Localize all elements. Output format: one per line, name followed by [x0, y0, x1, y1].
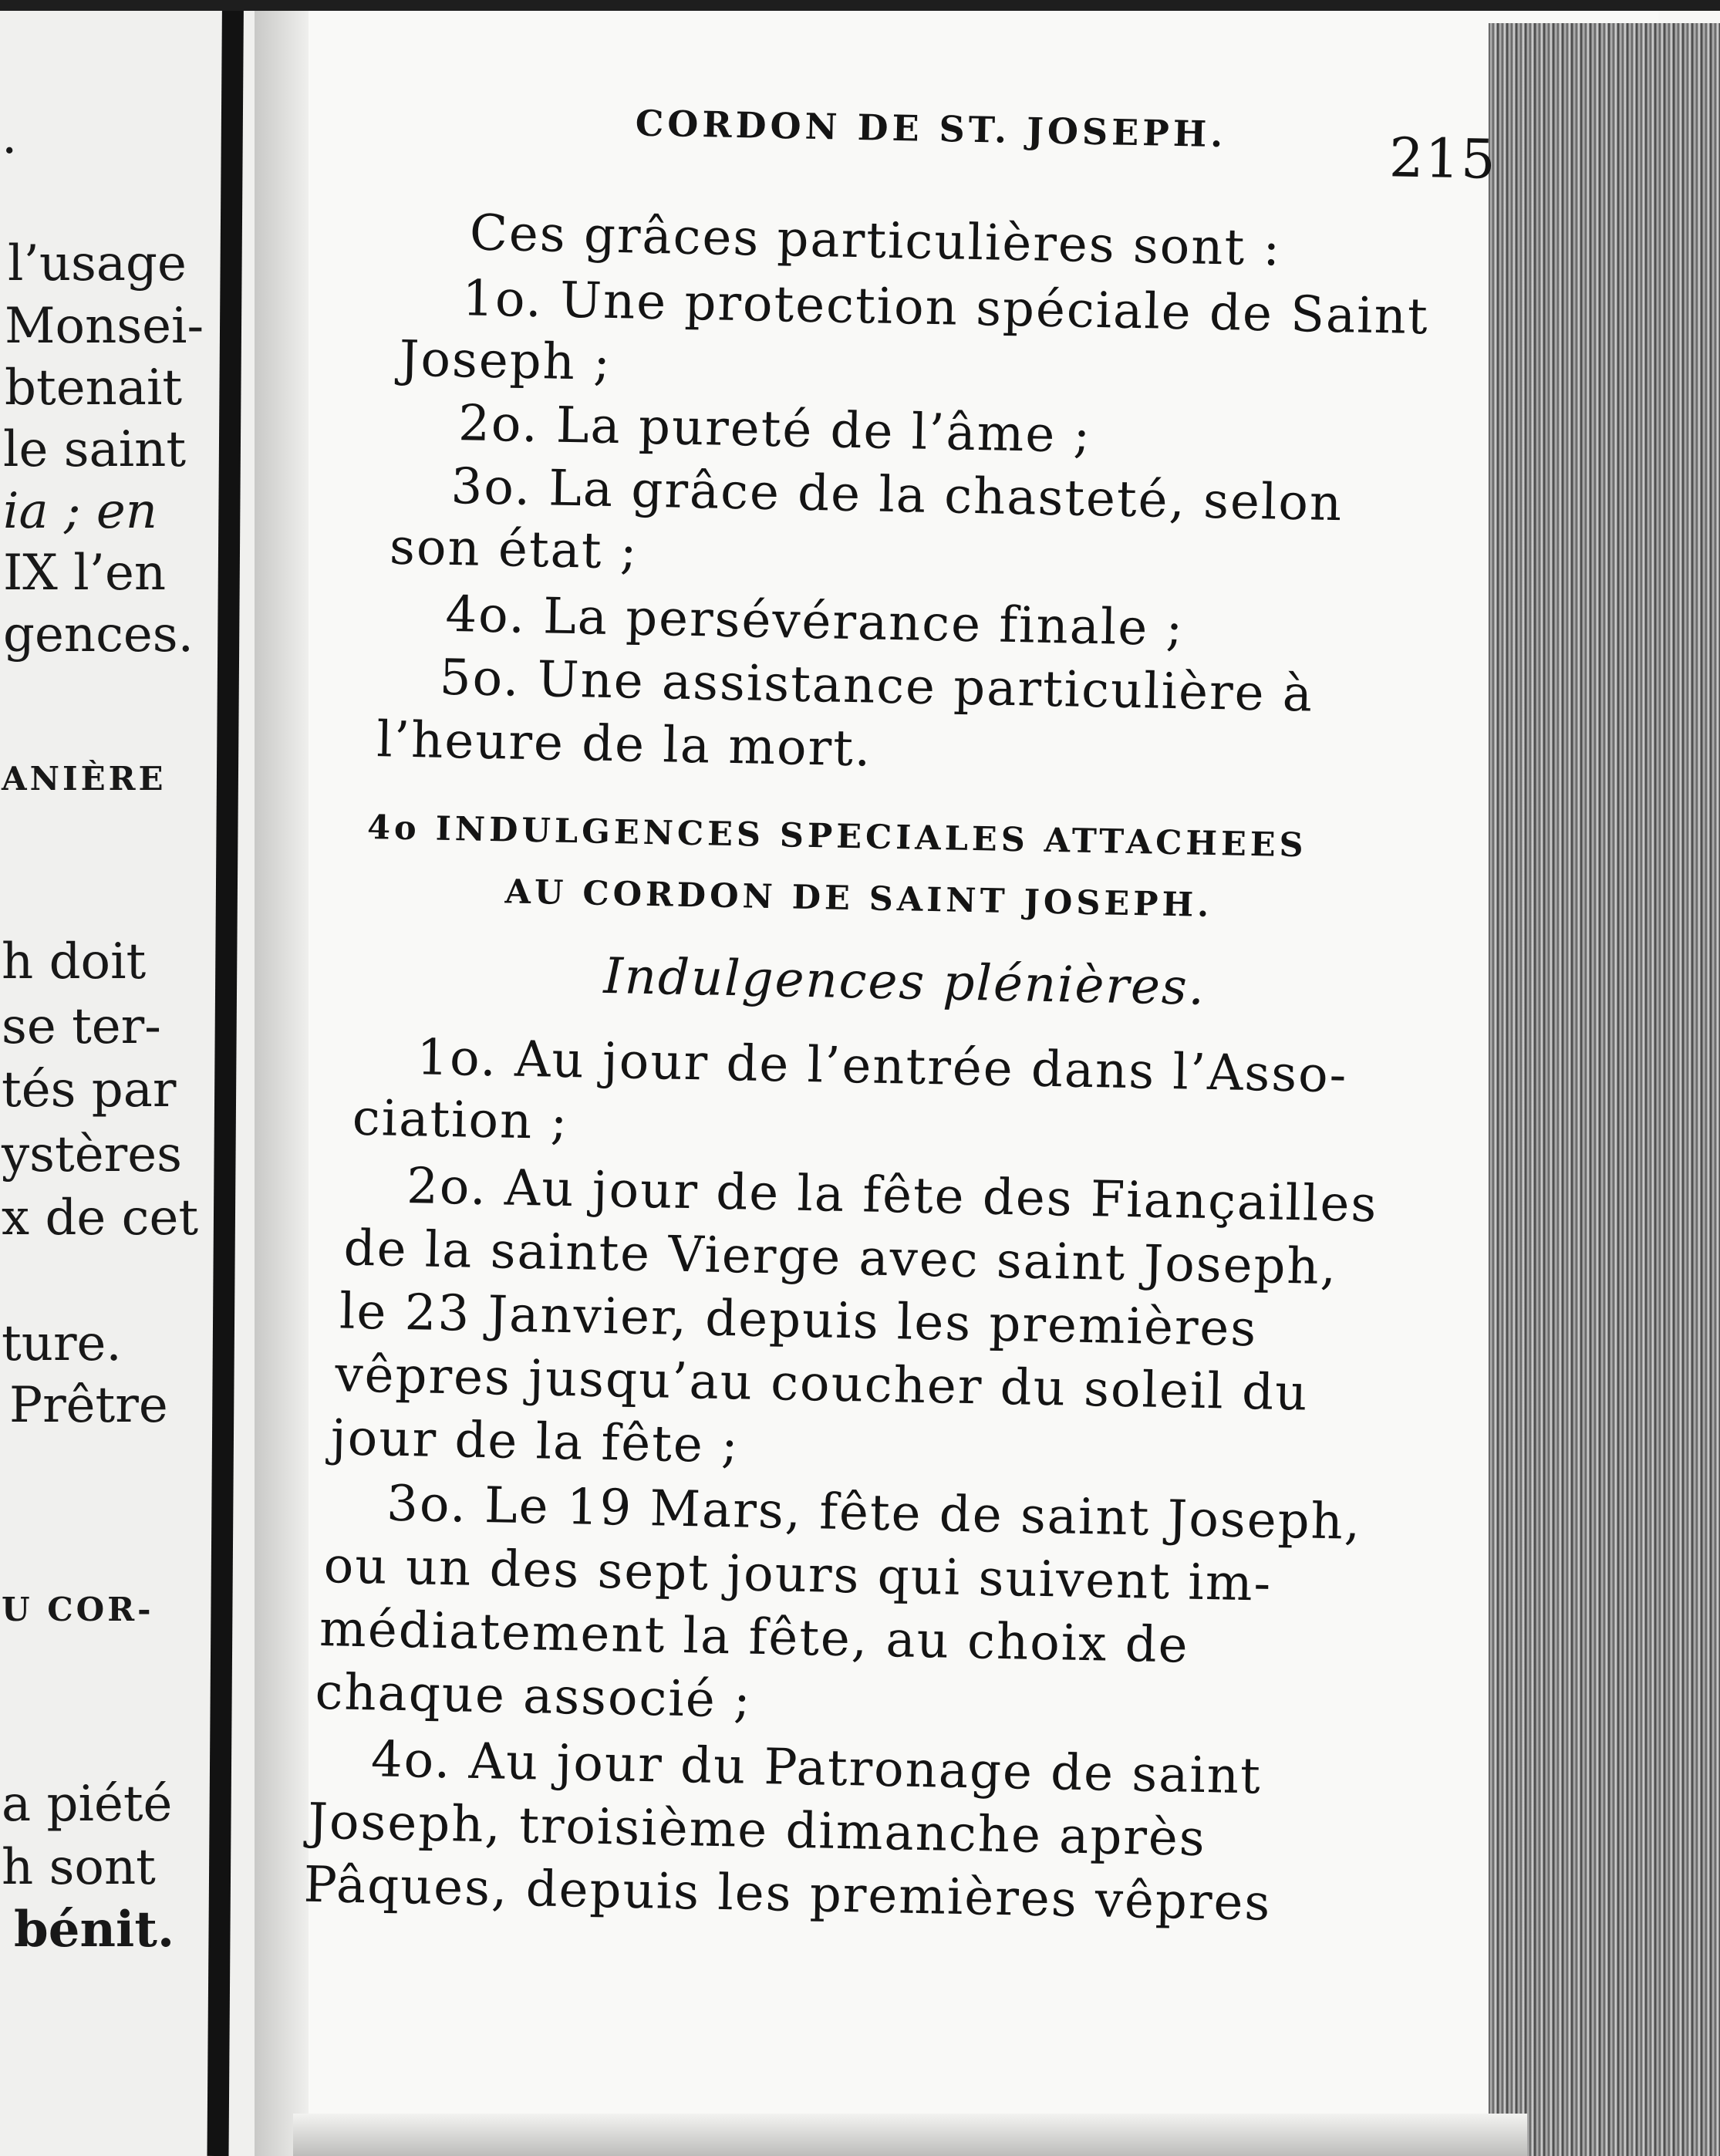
left-line: ture.: [2, 1315, 122, 1372]
left-line: h sont: [2, 1839, 156, 1896]
indulgence-line: ciation ;: [352, 1089, 569, 1152]
grace-line: 1o. Une protection spéciale de Saint: [461, 270, 1430, 346]
subheading: Indulgences plénières.: [602, 947, 1206, 1017]
left-caps: U COR-: [2, 1591, 154, 1628]
left-line: bénit.: [14, 1901, 175, 1959]
indulgence-line: de la sainte Vierge avec saint Joseph,: [342, 1220, 1338, 1297]
left-line: gences.: [3, 606, 194, 663]
indulgence-line: vêpres jusqu’au coucher du soleil du: [334, 1346, 1310, 1422]
left-line: a piété: [2, 1776, 173, 1833]
grace-line: 5o. Une assistance particulière à: [439, 649, 1314, 724]
grace-line: 2o. La pureté de l’âme ;: [457, 395, 1092, 464]
indulgence-line: 3o. Le 19 Mars, fête de saint Joseph,: [386, 1475, 1362, 1551]
grace-line: l’heure de la mort.: [376, 711, 872, 778]
indulgence-line: 4o. Au jour du Patronage de saint: [370, 1731, 1263, 1806]
left-line: x de cet: [2, 1189, 199, 1247]
section-heading-cont: AU CORDON DE SAINT JOSEPH.: [504, 872, 1213, 926]
indulgence-line: chaque associé ;: [314, 1663, 753, 1729]
indulgence-line: ou un des sept jours qui suivent im-: [323, 1537, 1273, 1613]
left-caps: ANIÈRE: [2, 760, 167, 798]
indulgence-line: médiatement la fête, au choix de: [319, 1600, 1190, 1675]
indulgence-line: Pâques, depuis les premières vêpres: [303, 1856, 1272, 1932]
graces-intro: Ces grâces particulières sont :: [469, 204, 1282, 278]
grace-line: 3o. La grâce de la chasteté, selon: [450, 457, 1344, 533]
left-line: ia ; en: [3, 483, 157, 540]
left-line: h doit: [2, 933, 147, 990]
indulgence-line: le 23 Janvier, depuis les premières: [339, 1283, 1258, 1358]
left-line: ystères: [2, 1126, 182, 1183]
left-line: tés par: [2, 1061, 177, 1118]
left-line: Prêtre: [9, 1377, 168, 1434]
page-number: 215: [1388, 126, 1498, 191]
grace-line: son état ;: [389, 518, 639, 581]
left-line: l’usage: [8, 235, 187, 292]
indulgence-line: 2o. Au jour de la fête des Fiançailles: [406, 1158, 1378, 1234]
left-line: IX l’en: [3, 545, 167, 602]
left-line: Monsei-: [5, 298, 204, 355]
left-line: btenait: [5, 359, 183, 417]
left-line: se ter-: [2, 998, 161, 1055]
indulgence-line: 1o. Au jour de l’entrée dans l’Asso-: [416, 1029, 1348, 1105]
grace-line: 4o. La persévérance finale ;: [444, 585, 1185, 658]
indulgence-line: jour de la fête ;: [330, 1409, 740, 1475]
left-line: le saint: [3, 421, 187, 478]
running-title: CORDON DE ST. JOSEPH.: [635, 102, 1227, 156]
left-top-mark: .: [2, 108, 18, 165]
indulgence-line: Joseph, troisième dimanche après: [307, 1793, 1207, 1868]
grace-line: Joseph ;: [399, 330, 612, 392]
section-heading: 4o INDULGENCES SPECIALES ATTACHEES: [366, 808, 1308, 865]
